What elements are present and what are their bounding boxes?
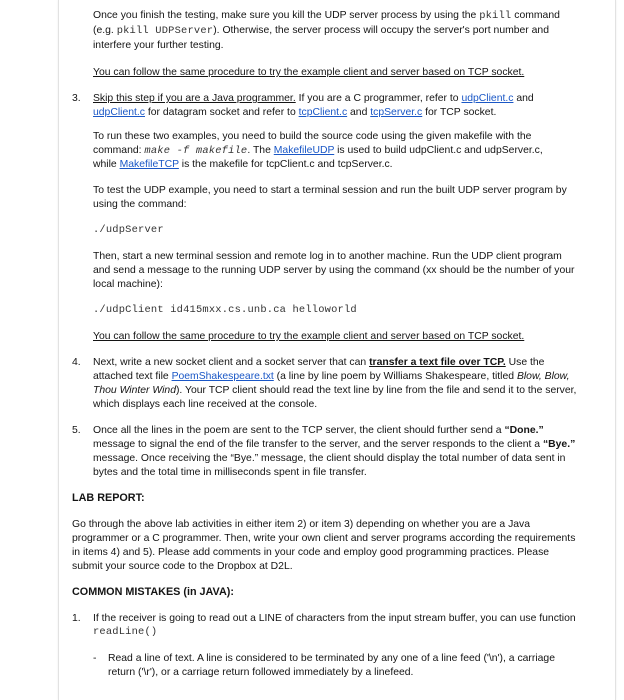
makefile-text: command:: [93, 145, 145, 156]
item-5-text: message to signal the end of the file transfer to the server, and the server responds to the client a: [93, 439, 543, 450]
tcpclient-link[interactable]: tcpClient.c: [298, 107, 348, 118]
dash-bullet: -: [93, 653, 97, 664]
item-3-text: and: [513, 93, 534, 104]
pkill-udpserver-code: pkill UDPServer: [116, 25, 214, 37]
intro-text: (e.g.: [93, 25, 117, 36]
item-4-line-2: [93, 370, 570, 384]
done-message: “Done.”: [504, 425, 544, 436]
item-4-text: (a line by line poem by Williams Shakespeare, titled: [273, 371, 517, 382]
item-4-text: ). Your TCP client should read the text line by line from the file and send it to the server,: [175, 385, 577, 396]
makefiletcp-link[interactable]: MakefileTCP: [119, 159, 179, 170]
intro-line-2: [93, 24, 549, 39]
item-3-tcp-note: You can follow the same procedure to try the example client and server based on TCP socket.: [93, 331, 525, 342]
udpclient-command: ./udpClient id415mxx.cs.unb.ca helloworld: [93, 304, 357, 316]
pkill-code: pkill: [479, 10, 512, 22]
udpclient-link[interactable]: udpClient.c: [461, 93, 514, 104]
udp-test-line-1: To test the UDP example, you need to start a terminal session and run the built UDP server program by: [93, 185, 567, 196]
common-mistakes-heading: COMMON MISTAKES (in JAVA):: [72, 586, 234, 598]
intro-line-1: [93, 9, 560, 24]
item-4-text: Use the: [505, 357, 545, 368]
item-3-text: for datagram socket and refer to: [144, 107, 299, 118]
item-5-line-3: message. Once receiving the “Bye.” message, the client should display the total number of data sent in: [93, 453, 566, 464]
item-3-text: If you are a C programmer, refer to: [295, 93, 462, 104]
client-para-line-3: local machine):: [93, 279, 163, 290]
lab-report-line-4: submit your source code to the Dropbox at D2L.: [72, 561, 293, 572]
makefile-text: is the makefile for tcpClient.c and tcpServer.c.: [178, 159, 393, 170]
lab-report-heading: LAB REPORT:: [72, 492, 145, 504]
item-4-text: Next, write a new socket client and a socket server that can: [93, 357, 370, 368]
bye-message: “Bye.”: [542, 439, 576, 450]
make-command-code: make -f makefile: [144, 145, 248, 157]
tcpserver-link[interactable]: tcpServer.c: [370, 107, 423, 118]
poem-title: Blow, Blow,: [516, 371, 570, 382]
mistake-1-detail-line-1: Read a line of text. A line is considered to be terminated by any one of a line feed ('\n'), a carriage: [108, 653, 555, 664]
intro-text: ). Otherwise, the server process will occupy the server's port number and: [213, 25, 549, 36]
item-3-number: 3.: [72, 93, 81, 104]
mistake-1-detail-line-2: return ('\r'), or a carriage return followed immediately by a linefeed.: [108, 667, 414, 678]
lab-report-line-2: programmer or a C programmer. Then, write your own client and server programs according the requirements: [72, 533, 576, 544]
item-3-line-1: [93, 92, 534, 106]
intro-text: command: [511, 10, 560, 21]
makefile-para-line-3: [93, 158, 393, 172]
client-para-line-2: and send a message to the running UDP server by using the command (xx should be the number of your: [93, 265, 575, 276]
item-4-line-4: which displays each line received at the console.: [93, 399, 318, 410]
udpclient-link-2[interactable]: udpClient.c: [93, 107, 145, 118]
intro-tcp-note: You can follow the same procedure to try the example client and server based on TCP socket.: [93, 67, 525, 78]
readline-code: readLine(): [93, 626, 158, 638]
intro-line-3: interfere your further testing.: [93, 40, 224, 51]
poem-file-link[interactable]: PoemShakespeare.txt: [171, 371, 274, 382]
client-para-line-1: Then, start a new terminal session and remote log in to another machine. Run the UDP client program: [93, 251, 562, 262]
item-5-number: 5.: [72, 425, 81, 436]
item-5-line-4: bytes and the total time in milliseconds spent in file transfer.: [93, 467, 367, 478]
item-5-text: Once all the lines in the poem are sent to the TCP server, the client should further send a: [93, 425, 505, 436]
item-4-number: 4.: [72, 357, 81, 368]
makefile-text: . The: [247, 145, 274, 156]
item-3-text: for TCP socket.: [422, 107, 497, 118]
makefileudp-link[interactable]: MakefileUDP: [273, 145, 335, 156]
lab-report-line-3: in items 4) and 5). Please add comments in your code and employ good programming practices. Please: [72, 547, 550, 558]
makefile-para-line-2: [93, 144, 543, 159]
item-4-line-1: [93, 356, 544, 370]
intro-text: Once you finish the testing, make sure you kill the UDP server process by using the: [93, 10, 480, 21]
udp-test-line-2: using the command:: [93, 199, 187, 210]
item-3-line-2: [93, 106, 496, 120]
makefile-text: while: [93, 159, 120, 170]
transfer-file-emphasis: transfer a text file over TCP.: [369, 357, 506, 368]
item-3-text: and: [347, 107, 371, 118]
udpserver-command: ./udpServer: [93, 224, 164, 236]
skip-java-note: Skip this step if you are a Java programmer.: [93, 93, 296, 104]
lab-report-line-1: Go through the above lab activities in either item 2) or item 3) depending on whether you are a Java: [72, 519, 531, 530]
mistake-1-number: 1.: [72, 613, 81, 624]
mistake-1-line-1: If the receiver is going to read out a LINE of characters from the input stream buffer, you can use function: [93, 613, 576, 624]
item-4-line-3: [93, 384, 576, 398]
item-5-line-2: [93, 438, 575, 452]
item-4-text: attached text file: [93, 371, 172, 382]
makefile-text: is used to build udpClient.c and udpServer.c,: [334, 145, 543, 156]
makefile-para-line-1: To run these two examples, you need to build the source code using the given makefile with the: [93, 131, 532, 142]
item-5-line-1: [93, 424, 544, 438]
poem-title: Thou Winter Wind: [93, 385, 176, 396]
